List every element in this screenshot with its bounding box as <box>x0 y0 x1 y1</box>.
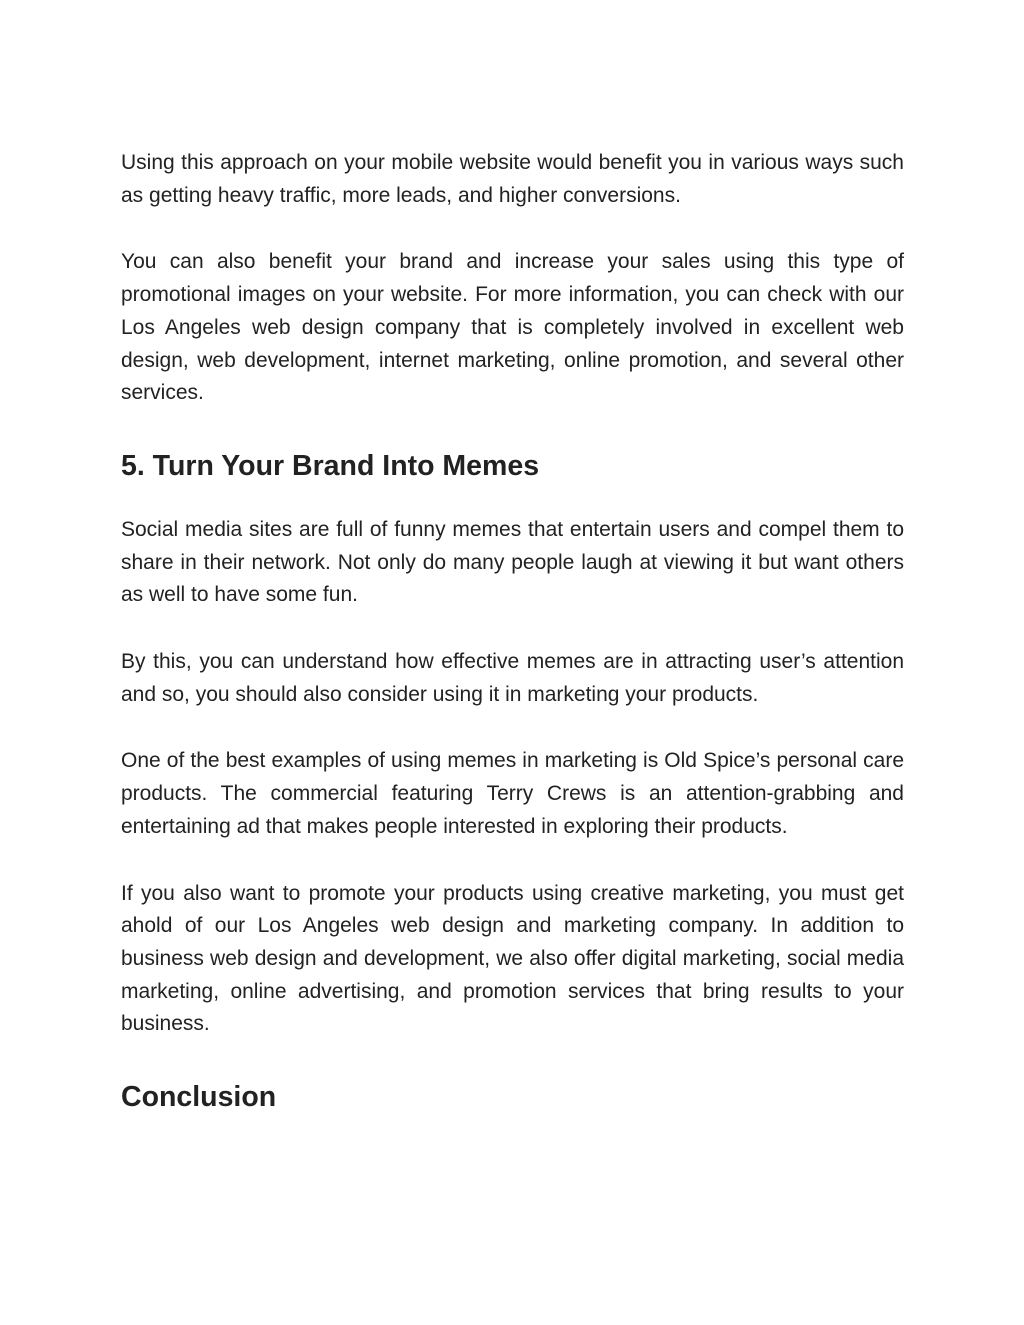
paragraph-memes-2: By this, you can understand how effective memes are in attracting user’s attention and so, you should also consider using it in marketing your products. <box>121 650 904 706</box>
document-page <box>121 147 904 1115</box>
paragraph-memes-4: If you also want to promote your products using creative marketing, you must get ahold of our Los Angeles web design and marketing company. In addition to business web design and development, we also offer digital marketing, social media marketing, online advertising, and promotion services that bring results to your business. <box>121 881 904 1036</box>
paragraph-memes-3: One of the best examples of using memes in marketing is Old Spice’s personal care products. The commercial featuring Terry Crews is an attention-grabbing and entertaining ad that makes people interested in exploring their products. <box>121 749 904 838</box>
section-heading-conclusion: Conclusion <box>121 1081 277 1114</box>
section-heading-memes: 5. Turn Your Brand Into Memes <box>121 449 540 482</box>
paragraph-intro-1: Using this approach on your mobile website would benefit you in various ways such as getting heavy traffic, more leads, and higher conversions. <box>121 151 904 207</box>
paragraph-memes-1: Social media sites are full of funny memes that entertain users and compel them to share in their network. Not only do many people laugh at viewing it but want others as well to have some fun. <box>121 517 904 607</box>
paragraph-intro-2: You can also benefit your brand and increase your sales using this type of promotional images on your website. For more information, you can check with our Los Angeles web design company that is completely involved in excellent web design, web development, internet marketing, online promotion, and several other services. <box>121 250 904 405</box>
